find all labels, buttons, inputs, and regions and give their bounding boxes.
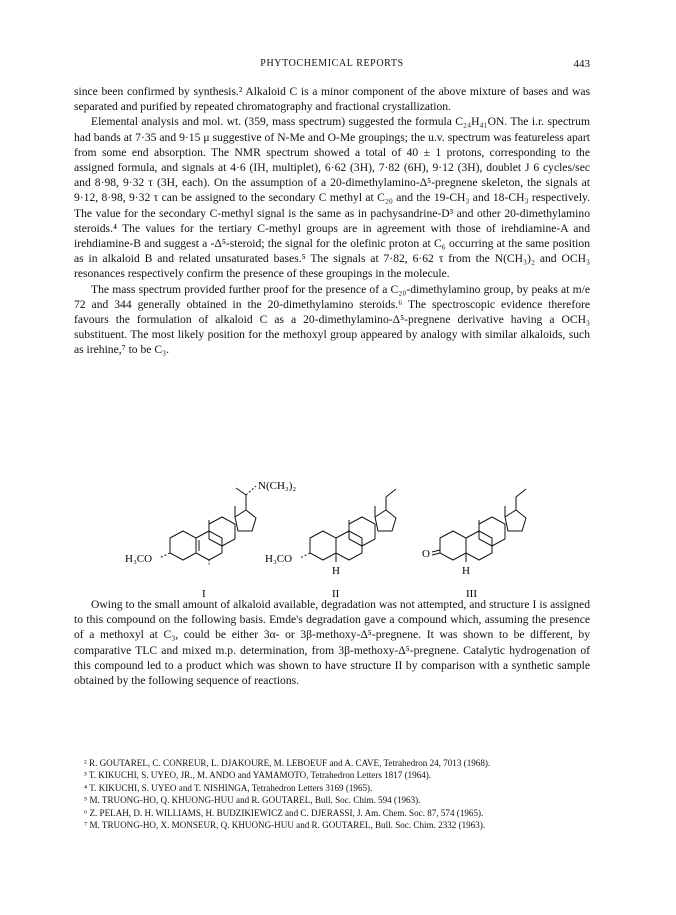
- structure-II: [300, 489, 396, 562]
- hydrogen-label-III: H: [462, 565, 470, 577]
- structure-III: [432, 489, 526, 562]
- structure-label-III: III: [466, 588, 477, 600]
- paragraph: since been confirmed by synthesis.² Alkaloid C is a minor component of the above mixture of bases and was separated and purified by repeated chromatography and fractional crystallization.: [74, 85, 590, 114]
- paragraph: The mass spectrum provided further proof for the presence of a C₂₀-dimethylamino group, by peaks at m/e 72 and 344 generally obtained in the 20-dimethylamino steroids.⁶ The spectroscopic evidence therefore favours the formulation of alkaloid C as a 20-dimethylamino-Δ⁵-pregnene derivative having a OCH₃ substituent. The most likely position for the methoxyl group appeared by analogy with similar alkaloids, such as irehine,⁷ to be C₃.: [74, 282, 590, 357]
- structure-label-II: II: [332, 588, 340, 600]
- ketone-oxygen-label: O: [422, 548, 430, 560]
- chemical-structures-figure: [110, 455, 550, 605]
- page-number: 443: [573, 58, 590, 70]
- hydrogen-label-II: H: [332, 565, 340, 577]
- footnotes: [84, 757, 594, 831]
- structure-label-I: I: [202, 588, 206, 600]
- body-text-top: [74, 84, 590, 358]
- methoxy-label-II: H₃CO: [265, 553, 293, 565]
- dimethylamino-label: N(CH₃)₂: [258, 480, 297, 492]
- journal-title: PHYTOCHEMICAL REPORTS: [260, 58, 404, 69]
- body-text-bottom: [74, 597, 590, 688]
- footnote: ⁵ M. TRUONG-HO, Q. KHUONG-HUU and R. GOUTAREL, Bull. Soc. Chim. 594 (1963).: [84, 795, 421, 806]
- footnote: ³ T. KIKUCHI, S. UYEO, JR., M. ANDO and YAMAMOTO, Tetrahedron Letters 1817 (1964).: [84, 770, 432, 781]
- footnote: ⁴ T. KIKUCHI, S. UYEO and T. NISHINGA, Tetrahedron Letters 3169 (1965).: [84, 782, 373, 793]
- methoxy-label-I: H₃CO: [125, 553, 153, 565]
- structure-I: [159, 486, 256, 565]
- footnote: ⁶ Z. PELAH, D. H. WILLIAMS, H. BUDZIKIEWICZ and C. DJERASSI, J. Am. Chem. Soc. 87, 574 (1965).: [84, 807, 484, 818]
- paragraph: Elemental analysis and mol. wt. (359, mass spectrum) suggested the formula C₂₄H₄₁ON. The i.r. spectrum had bands at 7·35 and 9·15 μ suggestive of N-Me and O-Me groupings; the u.v. spectrum was featureless apart from some end absorption. The NMR spectrum showed a total of 40 ± 1 protons, corresponding to the assigned formula, and signals at 4·6 (IH, multiplet), 6·62 (3H), 7·82 (6H), 9·12 (3H), doublet J 6 cycles/sec and 8·98, 9·32 τ (3H, each). On the assumption of a 20-dimethylamino-Δ⁵-pregnene skeleton, the signals at 9·12, 8·98, 9·32 τ can be assigned to the secondary C methyl at C₂₀ and the 19-CH₃ and 18-CH₃ respectively. The value for the secondary C-methyl signal is the same as in pachysandrine-D³ and other 20-dimethylamino steroids.⁴ The values for the tertiary C-methyl groups are in agreement with those of irehdiamine-A and irehdiamine-B and suggest a -Δ⁵-steroid; the signal for the olefinic proton at C₆ occurring at the same position as in alkaloid B and related unsaturated bases.⁵ The signals at 7·82, 6·62 τ from the N(CH₃)₂ and OCH₃ resonances respectively confirm the presence of these groupings in the molecule.: [74, 115, 590, 281]
- running-header: [74, 58, 590, 69]
- footnote: ² R. GOUTAREL, C. CONREUR, L. DJAKOURE, M. LEBOEUF and A. CAVE, Tetrahedron 24, 7013 (1968).: [84, 758, 491, 768]
- footnote: ⁷ M. TRUONG-HO, X. MONSEUR, Q. KHUONG-HUU and R. GOUTAREL, Bull. Soc. Chim. 2332 (1963).: [84, 820, 486, 831]
- paragraph: Owing to the small amount of alkaloid available, degradation was not attempted, and structure I is assigned to this compound on the following basis. Emde's degradation gave a compound which, assuming the presence of a methoxyl at C₃, could be either 3α- or 3β-methoxy-Δ⁵-pregnene. It was shown to be different, by comparative TLC and mixed m.p. determination, from 3β-methoxy-Δ⁵-pregnene. Catalytic hydrogenation of this compound led to a product which was shown to have structure II by comparison with a synthetic sample obtained by the following sequence of reactions.: [74, 598, 590, 688]
